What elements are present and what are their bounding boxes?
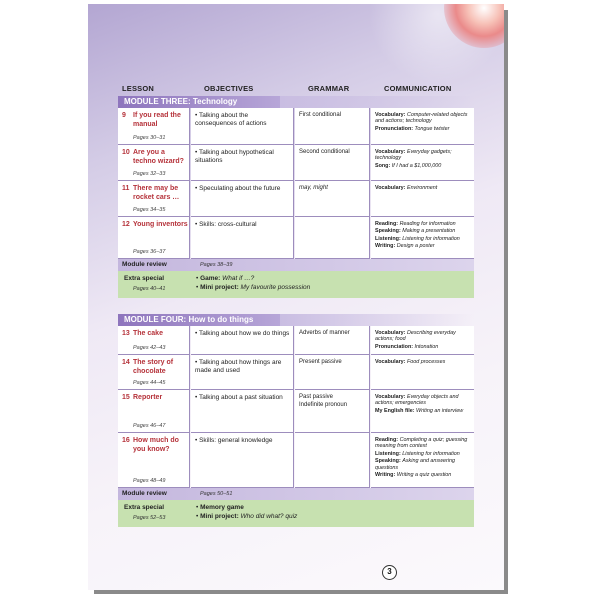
communication-value: Asking and answering questions [375,458,456,471]
grammar-list [299,330,369,338]
module-review-pages: Pages 50–51 [200,491,233,497]
communication-value: Everyday objects and actions; emergencies [375,394,459,407]
communication-item [375,359,473,365]
module-review-row [118,488,474,500]
lesson-row [118,217,474,259]
grammar-cell [295,433,370,488]
objectives-cell [191,181,294,217]
lesson-title: Young inventors [133,221,188,228]
communication-label: Reading: [375,437,399,443]
lesson-row [118,181,474,217]
lesson-objective: • Talking about hypothetical situations [195,149,274,164]
lesson-objective: • Talking about the consequences of actions [195,112,267,127]
objective-text: Talking about the consequences of actions [195,112,267,127]
lesson-title: The cake [133,330,163,337]
communication-value: Intonation [414,343,439,350]
communication-label: Vocabulary: [375,394,406,400]
communication-value: Writing an interview [416,407,464,414]
extra-item-label: Game: [200,275,221,282]
lesson-number: 14 [122,359,130,366]
communication-item [375,149,473,162]
lesson-row [118,390,474,433]
lesson-row [118,145,474,181]
communication-label: My English file: [375,407,415,414]
extra-item-value: Who did what? quiz [240,513,298,520]
grammar-item: Indefinite pronoun [299,401,348,408]
grammar-cell [295,390,370,433]
communication-cell [371,390,474,433]
communication-cell [371,108,474,145]
communication-value: Environment [406,185,438,191]
communication-cell [371,145,474,181]
lesson-objective: • Skills: cross-cultural [195,221,257,228]
communication-item [375,472,473,478]
communication-list [375,330,473,351]
grammar-cell [295,217,370,259]
extra-special-pages: Pages 52–53 [133,515,166,521]
communication-value: Everyday gadgets; technology [375,149,452,162]
extra-special-label: Extra special [124,504,165,511]
communication-item [375,236,473,242]
objective-text: Talking about how we do things [198,330,290,337]
grammar-cell [295,326,370,355]
contents-page [88,4,504,590]
lesson-pages: Pages 48–49 [133,478,166,484]
objectives-cell [191,355,294,390]
communication-value: Describing everyday actions; food [375,330,456,343]
communication-value: Food processes [406,359,446,365]
module-review-row [118,259,474,271]
grammar-list [299,149,369,157]
module-review-label: Module review [122,490,167,497]
extra-item-value: What if …? [222,275,255,282]
lesson-cell [118,326,190,355]
lesson-pages: Pages 34–35 [133,207,166,213]
communication-item [375,437,473,450]
communication-item [375,344,473,350]
lesson-title: How much do you know? [133,437,179,453]
extra-special-pages: Pages 40–41 [133,286,166,292]
lesson-number: 11 [122,185,130,192]
objectives-cell [191,326,294,355]
grammar-cell [295,181,370,217]
communication-item [375,458,473,471]
lesson-cell [118,181,190,217]
lesson-pages: Pages 42–43 [133,345,166,351]
communication-label: Song: [375,162,391,169]
grammar-item: First conditional [299,112,342,118]
lesson-pages: Pages 32–33 [133,171,166,177]
lesson-objective: • Talking about how we do things [195,330,290,337]
communication-item [375,243,473,249]
communication-label: Reading: [375,221,399,227]
lesson-pages: Pages 44–45 [133,380,166,386]
communication-cell [371,181,474,217]
communication-label: Vocabulary: [375,149,406,155]
header-objectives: OBJECTIVES [204,84,254,93]
communication-label: Listening: [375,450,401,457]
communication-value: Reading for information [399,221,456,227]
communication-value: Writing a quiz question [396,472,452,479]
lesson-pages: Pages 46–47 [133,423,166,429]
communication-value: Listening for information [402,450,460,457]
lesson-number: 16 [122,437,130,444]
page-number: 3 [382,565,397,580]
communication-value: Completing a quiz; guessing meaning from context [375,437,468,450]
extra-item-label: Mini project: [200,513,239,520]
lesson-objective: • Skills: general knowledge [195,437,273,444]
communication-cell [371,217,474,259]
communication-label: Writing: [375,472,396,479]
objectives-cell [191,217,294,259]
objectives-cell [191,433,294,488]
communication-item [375,112,473,125]
lesson-number: 10 [122,149,130,156]
lesson-row [118,355,474,390]
communication-item [375,394,473,407]
module-four-title: MODULE FOUR: How to do things [118,314,280,326]
communication-label: Vocabulary: [375,185,406,191]
grammar-list [299,394,369,409]
communication-list [375,149,473,170]
extra-special-row [118,271,474,298]
lesson-number: 9 [122,112,126,119]
objective-text: Talking about a past situation [198,394,283,401]
grammar-item: Second conditional [299,149,350,155]
communication-value: If I had a $1,000,000 [391,162,442,169]
extra-item-label: Memory game [200,504,244,511]
objectives-cell [191,108,294,145]
communication-cell [371,326,474,355]
lesson-objective: • Talking about how things are made and used [195,359,282,374]
communication-label: Vocabulary: [375,359,406,365]
communication-cell [371,355,474,390]
lesson-cell [118,108,190,145]
communication-label: Pronunciation: [375,343,414,350]
communication-label: Writing: [375,243,396,250]
lesson-number: 12 [122,221,130,228]
lesson-pages: Pages 30–31 [133,135,166,141]
communication-item [375,451,473,457]
lesson-title: There may be rocket cars … [133,185,180,201]
communication-list [375,185,473,192]
communication-item [375,408,473,414]
lesson-number: 13 [122,330,130,337]
communication-list [375,221,473,251]
objective-text: Speculating about the future [199,185,281,192]
communication-item [375,185,473,191]
communication-cell [371,433,474,488]
module-three-title: MODULE THREE: Technology [118,96,280,108]
lesson-cell [118,217,190,259]
lesson-cell [118,390,190,433]
header-lesson: LESSON [122,84,155,93]
communication-list [375,112,473,133]
communication-item [375,221,473,227]
grammar-cell [295,145,370,181]
lesson-number: 15 [122,394,130,401]
communication-item [375,330,473,343]
objectives-cell [191,145,294,181]
lesson-row [118,326,474,355]
extra-special-items: • Memory game • Mini project: Who did what? quiz [196,504,298,520]
lesson-cell [118,433,190,488]
objective-text: Talking about hypothetical situations [195,149,274,164]
communication-label: Pronunciation: [375,125,414,132]
lesson-title: Reporter [133,394,163,401]
communication-item [375,228,473,234]
communication-label: Speaking: [375,228,401,235]
grammar-item: Past passive [299,394,334,400]
communication-item [375,163,473,169]
objective-text: Skills: cross-cultural [199,221,257,228]
communication-value: Design a poster [396,243,435,250]
communication-list [375,437,473,479]
lesson-title: If you read the manual [133,112,181,128]
objective-text: Talking about how things are made and used [195,359,282,374]
module-bar-fade [280,96,474,108]
objectives-cell [191,390,294,433]
communication-item [375,126,473,132]
lesson-title: The story of chocolate [133,359,174,375]
header-grammar: GRAMMAR [308,84,350,93]
grammar-cell [295,355,370,390]
lesson-objective: • Speculating about the future [195,185,281,192]
communication-label: Vocabulary: [375,112,406,118]
extra-special-items: • Game: What if …? • Mini project: My favourite possession [196,275,311,291]
communication-label: Speaking: [375,458,401,465]
grammar-item: may, might [299,185,328,191]
lesson-cell [118,355,190,390]
communication-label: Vocabulary: [375,330,406,336]
communication-value: Listening for information [402,235,460,242]
lesson-cell [118,145,190,181]
objective-text: Skills: general knowledge [199,437,273,444]
grammar-item: Adverbs of manner [299,330,350,336]
grammar-list [299,359,369,367]
lesson-objective: • Talking about a past situation [195,394,283,401]
communication-label: Listening: [375,235,401,242]
grammar-cell [295,108,370,145]
communication-list [375,394,473,415]
communication-value: Tongue twister [414,125,450,132]
extra-special-label: Extra special [124,275,165,282]
extra-item-label: Mini project: [200,284,239,291]
header-communication: COMMUNICATION [384,84,452,93]
lesson-row [118,433,474,488]
lesson-title: Are you a techno wizard? [133,149,184,165]
communication-value: Making a presentation [402,228,456,235]
extra-item-value: My favourite possession [240,284,311,291]
module-review-pages: Pages 38–39 [200,262,233,268]
module-review-label: Module review [122,261,167,268]
grammar-list [299,185,369,193]
communication-value: Computer-related objects and actions; technology [375,112,468,125]
grammar-item: Present passive [299,359,342,365]
lesson-row [118,108,474,145]
lesson-pages: Pages 36–37 [133,249,166,255]
communication-list [375,359,473,366]
module-bar-fade [280,314,474,326]
extra-special-row [118,500,474,527]
grammar-list [299,112,369,120]
